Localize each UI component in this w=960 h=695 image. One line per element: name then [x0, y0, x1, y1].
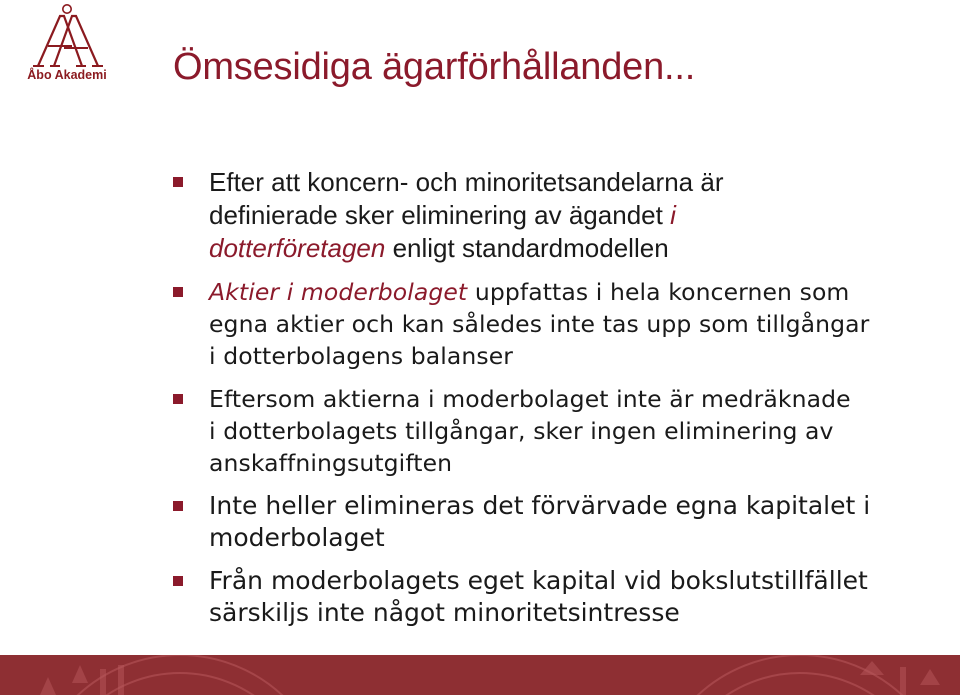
- university-seal-pattern-icon: [0, 655, 960, 695]
- bullet-text: definierade sker eliminering av ägandet: [209, 200, 671, 230]
- abo-akademi-logo: [22, 2, 112, 88]
- emphasized-term: dotterföretagen: [209, 233, 386, 263]
- bullet-item: [170, 276, 910, 372]
- bullet-item: [170, 490, 910, 554]
- bullet-line: [209, 199, 910, 232]
- square-bullet-icon: [173, 394, 183, 404]
- bullet-text: egna aktier och kan således inte tas upp som tillgångar: [209, 310, 870, 338]
- bullet-text: Från moderbolagets eget kapital vid bokslutstillfället: [209, 566, 868, 595]
- emphasized-term: i: [670, 200, 676, 230]
- bullet-text: Inte heller elimineras det förvärvade egna kapitalet i: [209, 491, 871, 520]
- bullet-text: uppfattas i hela koncernen som: [467, 278, 850, 306]
- bullet-line: [209, 490, 910, 522]
- bullet-item: [170, 565, 910, 629]
- emphasized-term: Aktier i moderbolaget: [209, 278, 468, 306]
- bullet-item: [170, 166, 910, 265]
- bullet-line: [209, 415, 910, 447]
- abo-akademi-aa-monogram-icon: [30, 2, 104, 70]
- bullet-line: [209, 447, 910, 479]
- square-bullet-icon: [173, 576, 183, 586]
- bullet-item: [170, 383, 910, 479]
- square-bullet-icon: [173, 177, 183, 187]
- slide-title: Ömsesidiga ägarförhållanden...: [173, 46, 696, 88]
- footer-band: [0, 655, 960, 695]
- bullet-text: Efter att koncern- och minoritetsandelarna är: [209, 167, 724, 197]
- bullet-line: [209, 597, 910, 629]
- bullet-text: enligt standardmodellen: [385, 233, 669, 263]
- bullet-line: [209, 166, 910, 199]
- bullet-line: [209, 232, 910, 265]
- bullet-text: i dotterbolagens balanser: [209, 342, 514, 370]
- logo-text: Åbo Akademi: [27, 68, 107, 82]
- bullet-line: [209, 383, 910, 415]
- bullet-text: särskiljs inte något minoritetsintresse: [209, 598, 680, 627]
- bullet-line: [209, 308, 910, 340]
- bullet-line: [209, 522, 910, 554]
- square-bullet-icon: [173, 501, 183, 511]
- bullet-line: [209, 565, 910, 597]
- square-bullet-icon: [173, 287, 183, 297]
- bullet-list: [170, 166, 910, 640]
- bullet-text: i dotterbolagets tillgångar, sker ingen eliminering av: [209, 417, 834, 445]
- bullet-text: Eftersom aktierna i moderbolaget inte är medräknade: [209, 385, 851, 413]
- bullet-text: moderbolaget: [209, 523, 385, 552]
- bullet-line: [209, 276, 910, 308]
- bullet-line: [209, 340, 910, 372]
- bullet-text: anskaffningsutgiften: [209, 449, 453, 477]
